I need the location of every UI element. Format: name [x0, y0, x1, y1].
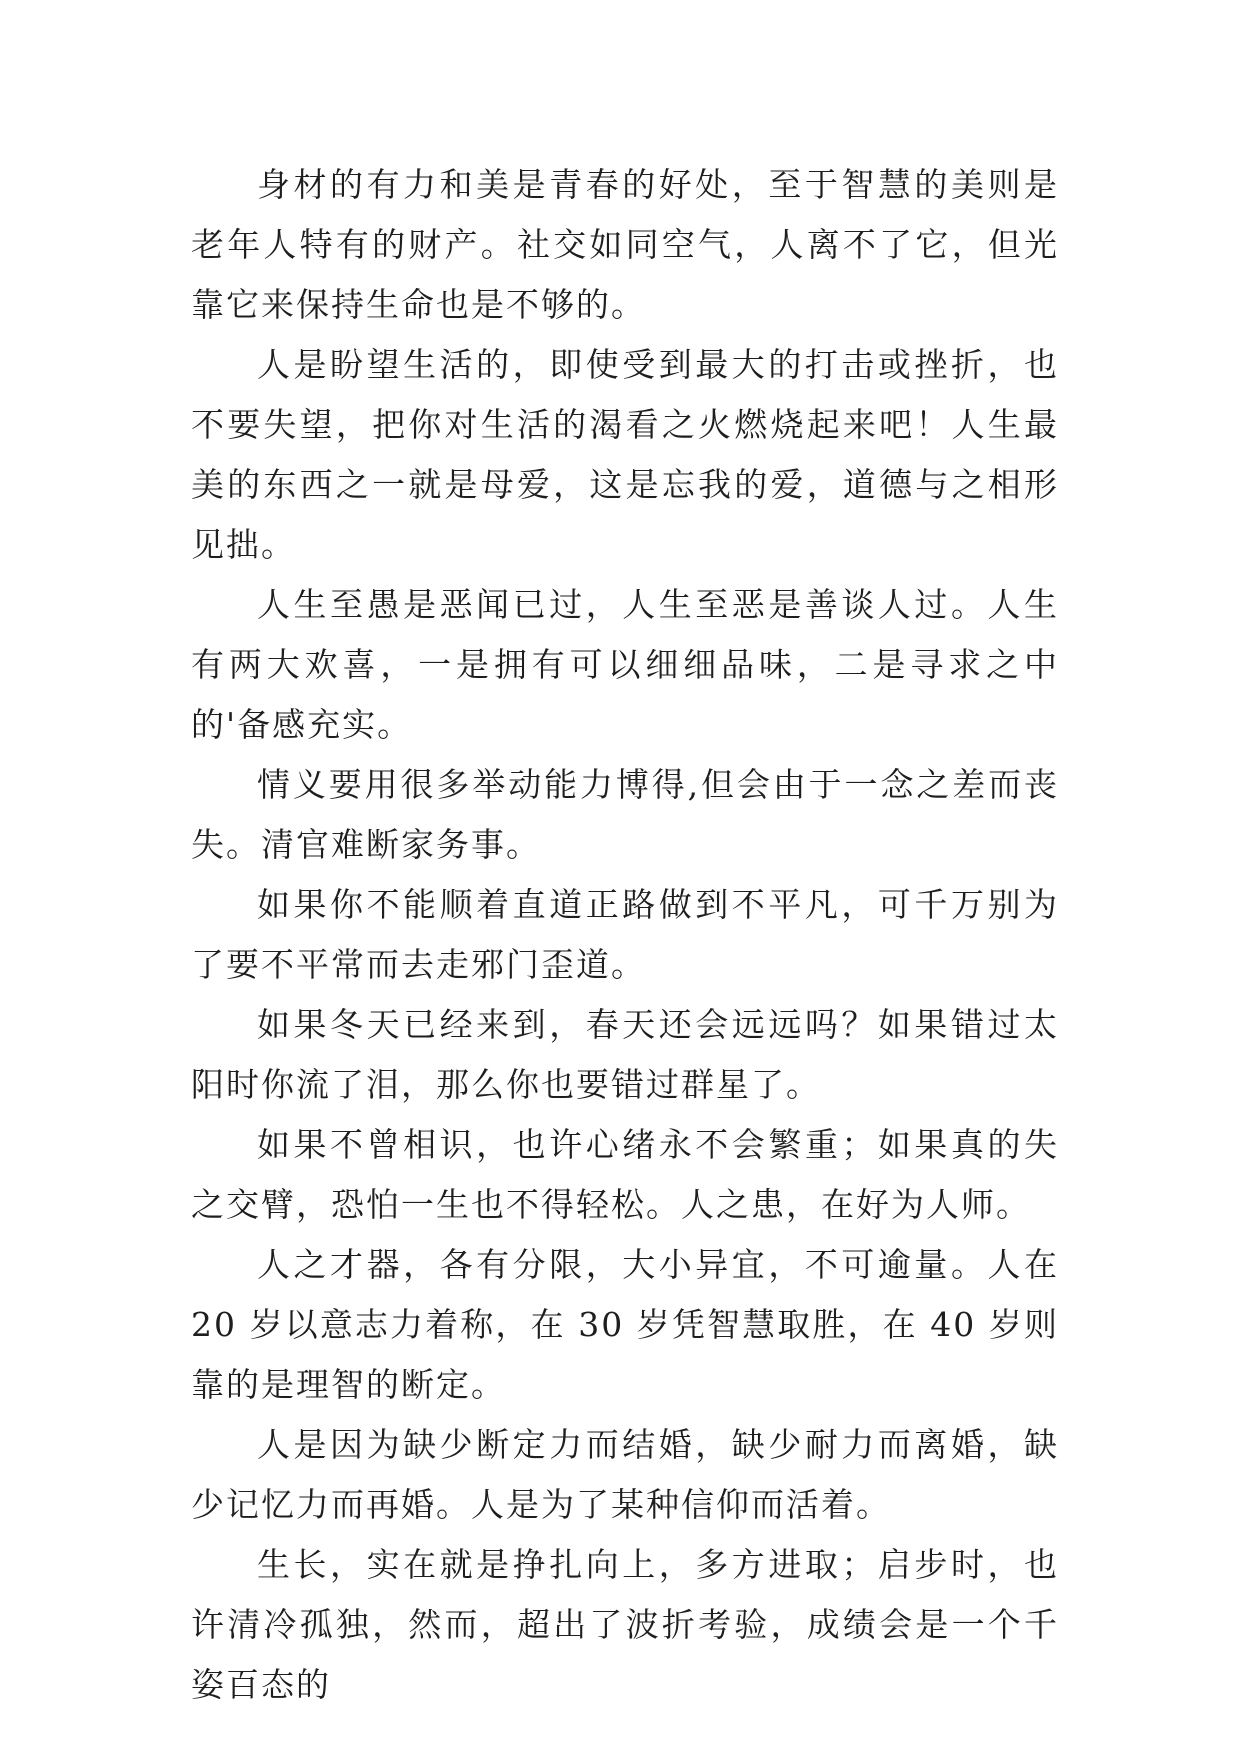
- paragraph-1: 身材的有力和美是青春的好处，至于智慧的美则是老年人特有的财产。社交如同空气，人离不了它，但光靠它来保持生命也是不够的。: [191, 165, 1059, 324]
- document-body: [191, 155, 1059, 1715]
- paragraph-10: 生长，实在就是挣扎向上，多方进取；启步时，也许清冷孤独，然而，超出了波折考验，成绩会是一个千姿百态的: [191, 1545, 1059, 1704]
- paragraph-2: 人是盼望生活的，即使受到最大的打击或挫折，也不要失望，把你对生活的渴看之火燃烧起来吧！人生最美的东西之一就是母爱，这是忘我的爱，道德与之相形见拙。: [191, 345, 1059, 564]
- paragraph-7: 如果不曾相识，也许心绪永不会繁重；如果真的失之交臂，恐怕一生也不得轻松。人之患，在好为人师。: [191, 1125, 1059, 1224]
- paragraph-9: 人是因为缺少断定力而结婚，缺少耐力而离婚，缺少记忆力而再婚。人是为了某种信仰而活着。: [191, 1425, 1059, 1524]
- paragraph-6: 如果冬天已经来到，春天还会远远吗？如果错过太阳时你流了泪，那么你也要错过群星了。: [191, 1005, 1059, 1104]
- paragraph-3: 人生至愚是恶闻已过，人生至恶是善谈人过。人生有两大欢喜，一是拥有可以细细品味，二是寻求之中的'备感充实。: [191, 585, 1059, 744]
- paragraph-5: 如果你不能顺着直道正路做到不平凡，可千万别为了要不平常而去走邪门歪道。: [191, 885, 1059, 984]
- paragraph-4: 情义要用很多举动能力博得,但会由于一念之差而丧失。清官难断家务事。: [191, 765, 1059, 864]
- paragraph-8: 人之才器，各有分限，大小异宜，不可逾量。人在 20 岁以意志力着称，在 30 岁凭智慧取胜，在 40 岁则靠的是理智的断定。: [191, 1245, 1059, 1404]
